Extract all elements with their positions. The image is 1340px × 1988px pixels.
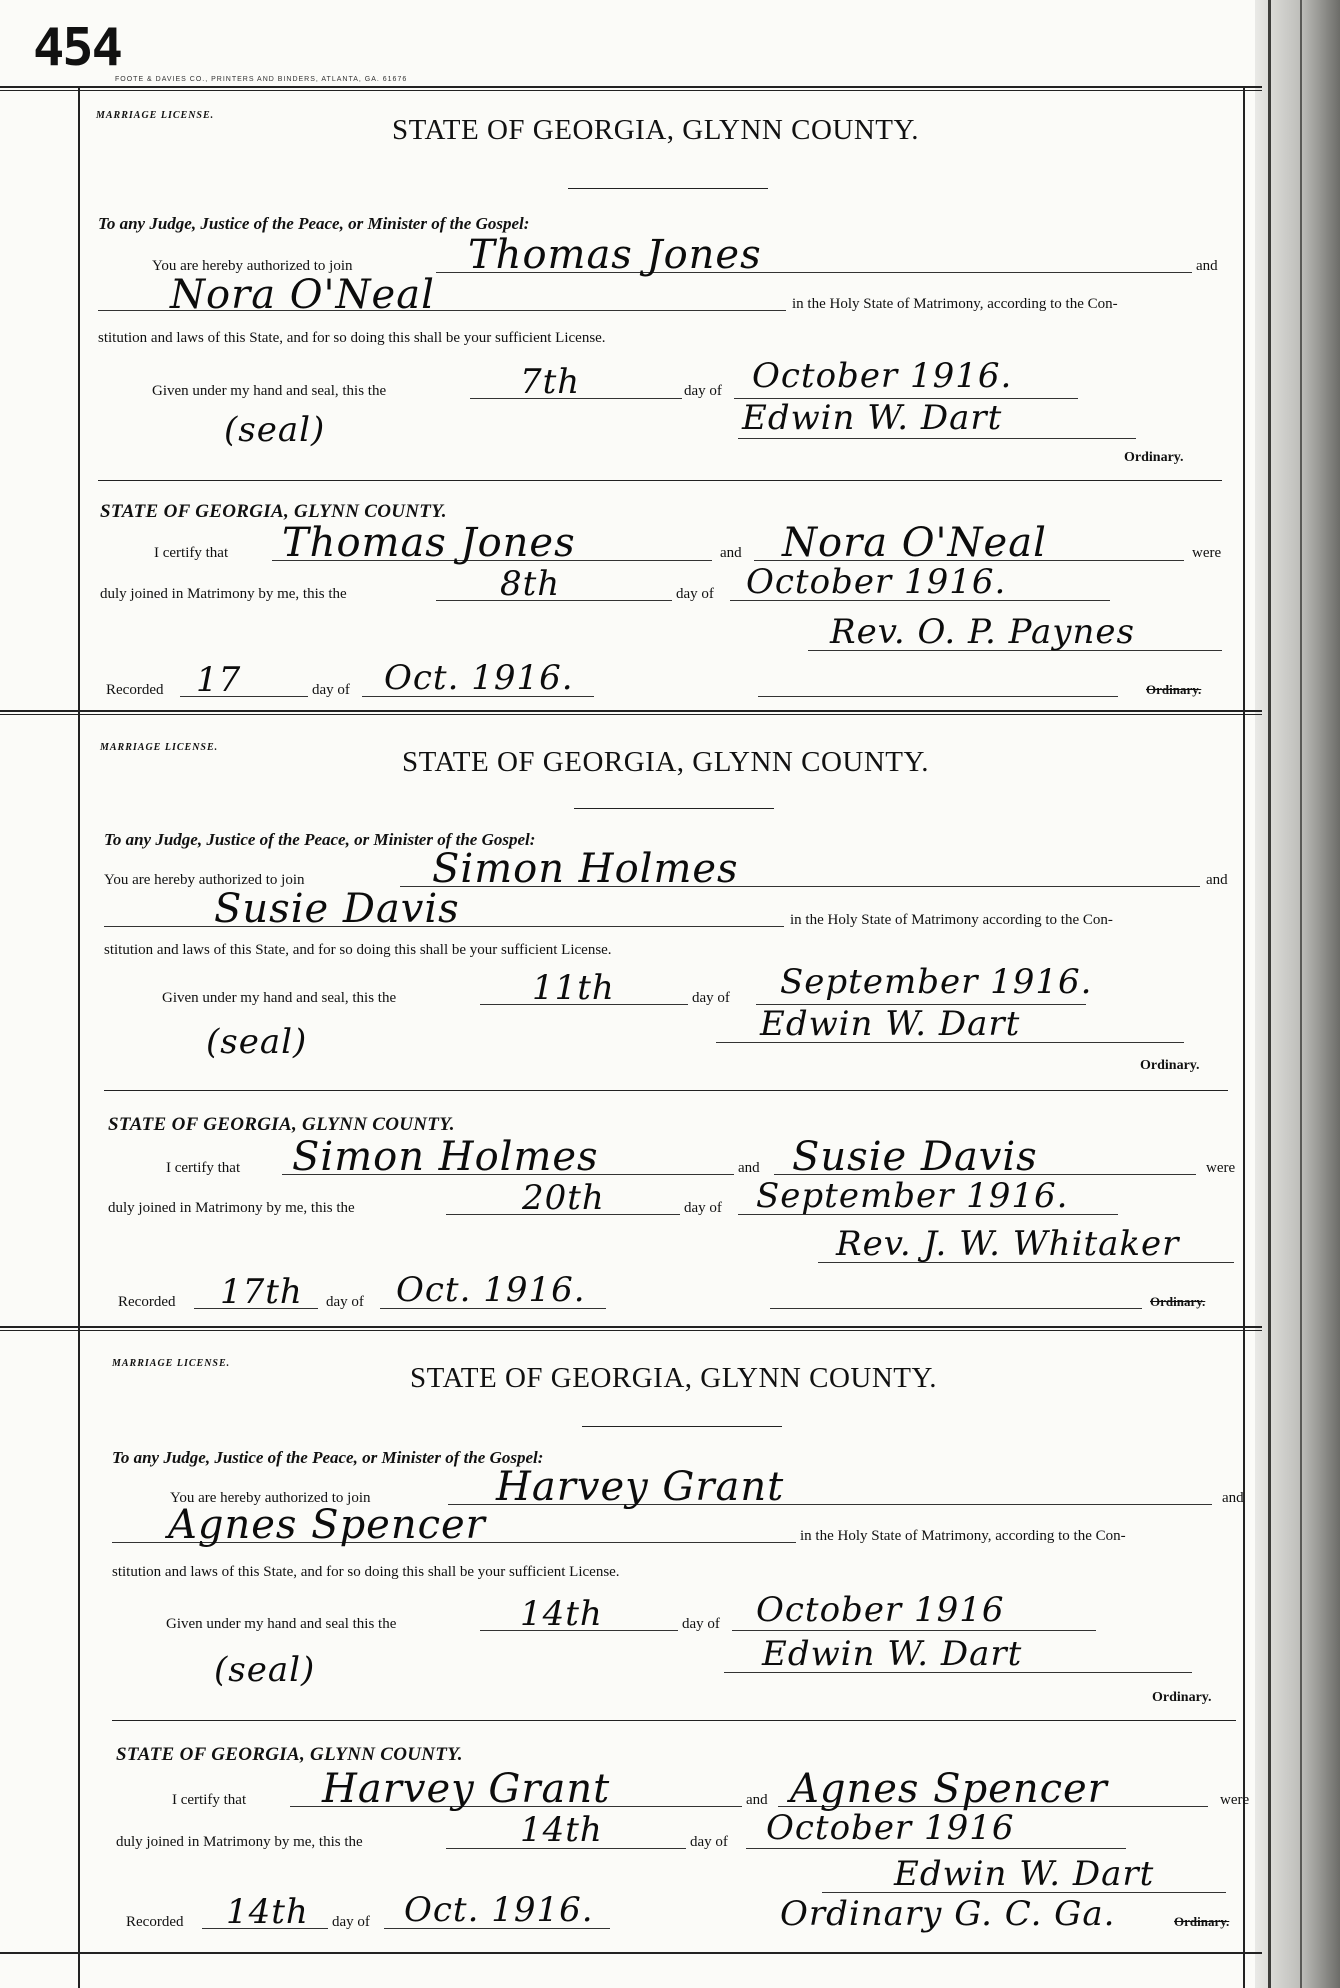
and-text: and xyxy=(1196,258,1218,274)
joined-text: duly joined in Matrimony by me, this the xyxy=(100,586,347,602)
heading-rule xyxy=(582,1426,782,1427)
holy-state-text: in the Holy State of Matrimony, according to the Con- xyxy=(800,1528,1126,1544)
ordinary-struck-label: Ordinary. xyxy=(1174,1914,1230,1929)
recorded-text: Recorded xyxy=(118,1294,176,1310)
license-month-year: October 1916. xyxy=(752,356,1013,396)
holy-state-text: in the Holy State of Matrimony, according to the Con- xyxy=(792,296,1118,312)
cert-groom-name: Harvey Grant xyxy=(322,1766,611,1812)
certify-text: I certify that xyxy=(172,1792,247,1808)
constitution-text: stitution and laws of this State, and for so doing this shall be your sufficient License. xyxy=(112,1564,620,1580)
certify-text: I certify that xyxy=(154,545,229,561)
were-text: were xyxy=(1220,1792,1250,1808)
cert-day: 20th xyxy=(522,1178,605,1218)
joined-text: duly joined in Matrimony by me, this the xyxy=(108,1200,355,1216)
recorded-month-year: Oct. 1916. xyxy=(396,1270,586,1310)
day-of-text: day of xyxy=(682,1616,720,1632)
section-divider xyxy=(98,480,1222,481)
ordinary-signature: Edwin W. Dart xyxy=(762,1634,1023,1674)
ordinary-label: Ordinary. xyxy=(1140,1058,1200,1073)
license-label: MARRIAGE LICENSE. xyxy=(96,110,215,121)
cert-month-year: October 1916. xyxy=(746,562,1007,602)
record-divider-thin xyxy=(0,714,1262,715)
bride-name: Susie Davis xyxy=(214,886,460,932)
license-day: 11th xyxy=(532,968,615,1008)
ordinary-label: Ordinary. xyxy=(1124,450,1184,465)
top-rule xyxy=(0,86,1262,88)
recorded-text: Recorded xyxy=(106,682,164,698)
salutation: To any Judge, Justice of the Peace, or Minister of the Gospel: xyxy=(104,830,536,849)
groom-name: Thomas Jones xyxy=(468,232,762,278)
license-month-year: September 1916. xyxy=(780,962,1093,1002)
right-margin-rule xyxy=(1243,86,1245,1988)
cert-and-text: and xyxy=(738,1160,760,1176)
ordinary-signature: Edwin W. Dart xyxy=(760,1004,1021,1044)
certificate-heading: STATE OF GEORGIA, GLYNN COUNTY. xyxy=(100,501,447,522)
certificate-heading: STATE OF GEORGIA, GLYNN COUNTY. xyxy=(108,1114,455,1135)
spine-edge-line xyxy=(1300,0,1302,1988)
license-heading: STATE OF GEORGIA, GLYNN COUNTY. xyxy=(392,114,919,146)
and-text: and xyxy=(1206,872,1228,888)
officiant-title: Ordinary G. C. Ga. xyxy=(780,1894,1116,1934)
recorded-day-of-text: day of xyxy=(326,1294,364,1310)
license-month-year: October 1916 xyxy=(756,1590,1005,1630)
recorded-text: Recorded xyxy=(126,1914,184,1930)
salutation: To any Judge, Justice of the Peace, or Minister of the Gospel: xyxy=(98,214,530,233)
recorded-month-year: Oct. 1916. xyxy=(384,658,574,698)
recorded-signature-line xyxy=(758,696,1118,697)
authorize-text: You are hereby authorized to join xyxy=(152,258,353,274)
given-text: Given under my hand and seal this the xyxy=(166,1616,397,1632)
printer-imprint: FOOTE & DAVIES CO., PRINTERS AND BINDERS, ATLANTA, GA. 61676 xyxy=(115,76,408,83)
constitution-text: stitution and laws of this State, and for so doing this shall be your sufficient License. xyxy=(98,330,606,346)
cert-day: 14th xyxy=(520,1810,603,1850)
joined-text: duly joined in Matrimony by me, this the xyxy=(116,1834,363,1850)
cert-bride-name: Nora O'Neal xyxy=(782,520,1047,566)
cert-day-of-text: day of xyxy=(684,1200,722,1216)
license-heading: STATE OF GEORGIA, GLYNN COUNTY. xyxy=(410,1362,937,1394)
cert-month-line xyxy=(746,1848,1126,1849)
record-divider xyxy=(0,710,1262,712)
ordinary-signature-line xyxy=(738,438,1136,439)
recorded-day-of-text: day of xyxy=(312,682,350,698)
page-number: 454 xyxy=(33,18,121,78)
groom-name: Harvey Grant xyxy=(496,1464,785,1510)
cert-month-year: September 1916. xyxy=(756,1176,1069,1216)
day-of-text: day of xyxy=(684,383,722,399)
constitution-text: stitution and laws of this State, and for so doing this shall be your sufficient License. xyxy=(104,942,612,958)
license-day: 7th xyxy=(520,362,581,402)
authorize-text: You are hereby authorized to join xyxy=(170,1490,371,1506)
ordinary-struck-label: Ordinary. xyxy=(1146,682,1202,697)
recorded-month-year: Oct. 1916. xyxy=(404,1890,594,1930)
holy-state-text: in the Holy State of Matrimony according to the Con- xyxy=(790,912,1113,928)
license-heading: STATE OF GEORGIA, GLYNN COUNTY. xyxy=(402,746,929,778)
certify-text: I certify that xyxy=(166,1160,241,1176)
groom-name: Simon Holmes xyxy=(432,846,739,892)
and-text: and xyxy=(1222,1490,1244,1506)
seal-mark: (seal) xyxy=(214,1650,316,1690)
given-text: Given under my hand and seal, this the xyxy=(162,990,397,1006)
officiant-signature: Edwin W. Dart xyxy=(894,1854,1155,1894)
cert-and-text: and xyxy=(720,545,742,561)
license-label: MARRIAGE LICENSE. xyxy=(100,742,219,753)
ordinary-label: Ordinary. xyxy=(1152,1690,1212,1705)
given-text: Given under my hand and seal, this the xyxy=(152,383,387,399)
were-text: were xyxy=(1206,1160,1236,1176)
recorded-signature-line xyxy=(770,1308,1142,1309)
record-divider xyxy=(0,1326,1262,1328)
record-divider-thin xyxy=(0,1330,1262,1331)
day-of-text: day of xyxy=(692,990,730,1006)
cert-groom-name: Simon Holmes xyxy=(292,1134,599,1180)
heading-rule xyxy=(574,808,774,809)
license-day: 14th xyxy=(520,1594,603,1634)
recorded-day: 17 xyxy=(196,660,242,700)
authorize-text: You are hereby authorized to join xyxy=(104,872,305,888)
ordinary-struck-label: Ordinary. xyxy=(1150,1294,1206,1309)
cert-groom-name: Thomas Jones xyxy=(282,520,576,566)
left-margin-rule xyxy=(78,86,80,1988)
license-label: MARRIAGE LICENSE. xyxy=(112,1358,231,1369)
certificate-heading: STATE OF GEORGIA, GLYNN COUNTY. xyxy=(116,1744,463,1765)
officiant-signature: Rev. O. P. Paynes xyxy=(830,612,1135,652)
seal-mark: (seal) xyxy=(206,1022,308,1062)
recorded-day: 17th xyxy=(220,1272,303,1312)
salutation: To any Judge, Justice of the Peace, or Minister of the Gospel: xyxy=(112,1448,544,1467)
officiant-signature: Rev. J. W. Whitaker xyxy=(836,1224,1180,1264)
heading-rule xyxy=(568,188,768,189)
cert-day: 8th xyxy=(500,564,561,604)
cert-and-text: and xyxy=(746,1792,768,1808)
bride-name: Nora O'Neal xyxy=(170,272,435,318)
cert-bride-name: Agnes Spencer xyxy=(790,1766,1108,1812)
section-divider xyxy=(112,1720,1236,1721)
cert-bride-name: Susie Davis xyxy=(792,1134,1038,1180)
section-divider xyxy=(104,1090,1228,1091)
recorded-day: 14th xyxy=(226,1892,309,1932)
cert-day-of-text: day of xyxy=(676,586,714,602)
were-text: were xyxy=(1192,545,1222,561)
ordinary-signature: Edwin W. Dart xyxy=(742,398,1003,438)
top-rule-thin xyxy=(0,90,1262,91)
cert-month-year: October 1916 xyxy=(766,1808,1015,1848)
bottom-rule xyxy=(0,1952,1262,1954)
seal-mark: (seal) xyxy=(224,410,326,450)
cert-day-of-text: day of xyxy=(690,1834,728,1850)
recorded-day-of-text: day of xyxy=(332,1914,370,1930)
license-month-line xyxy=(732,1630,1096,1631)
spine-edge-line xyxy=(1268,0,1271,1988)
bride-name: Agnes Spencer xyxy=(168,1502,486,1548)
